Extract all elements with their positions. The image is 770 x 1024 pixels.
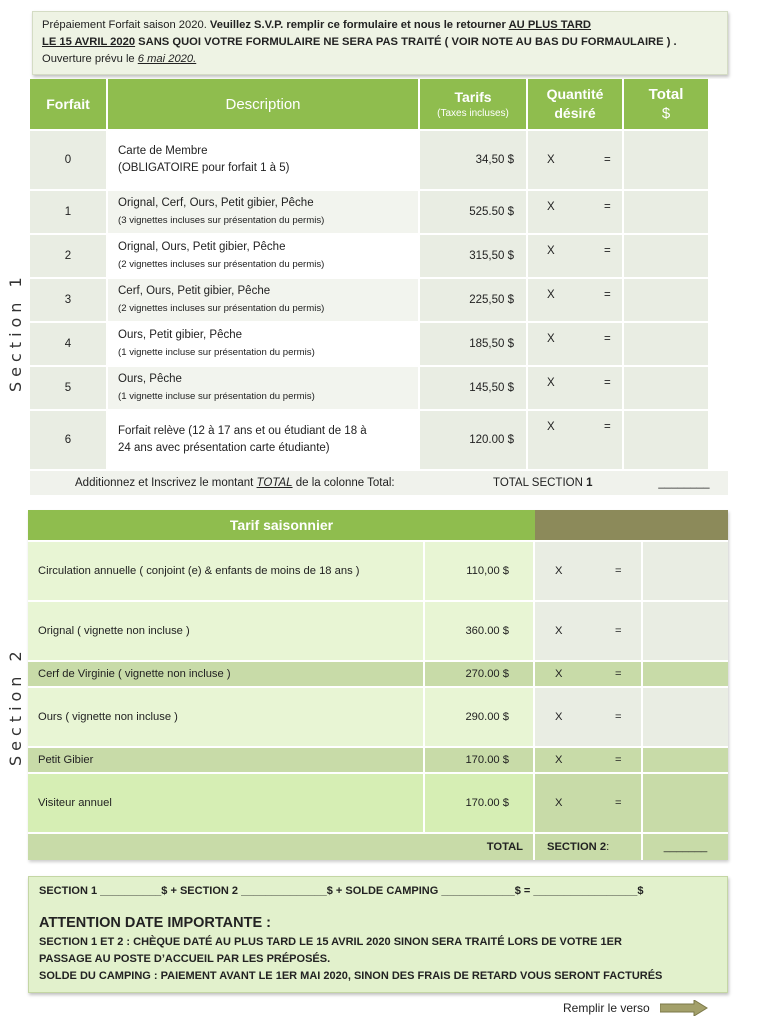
quantity-field[interactable]: X = bbox=[535, 542, 643, 600]
tarif-description: Cerf de Virginie ( vignette non incluse ) bbox=[28, 662, 425, 686]
section-2-label: Section 2 bbox=[6, 646, 25, 766]
attention-heading: ATTENTION DATE IMPORTANTE : bbox=[39, 915, 271, 931]
table-row bbox=[30, 321, 728, 365]
forfait-price: 525.50 $ bbox=[420, 191, 528, 233]
quantity-field[interactable]: X = bbox=[528, 131, 624, 189]
header-forfait: Forfait bbox=[30, 79, 108, 129]
header-deadline-date: LE 15 AVRIL 2020 bbox=[42, 36, 136, 48]
tarif-description: Ours ( vignette non incluse ) bbox=[28, 688, 425, 746]
total-field[interactable] bbox=[624, 367, 708, 409]
total-section-2-label: SECTION 2 : bbox=[535, 834, 643, 860]
header-instruction: Veuillez S.V.P. remplir ce formulaire et nous le retourner bbox=[209, 19, 509, 31]
header-tarifs: Tarifs (Taxes incluses) bbox=[420, 79, 528, 129]
table-row bbox=[28, 660, 728, 686]
forfait-number: 5 bbox=[30, 367, 108, 409]
quantity-field[interactable]: X = bbox=[528, 367, 624, 409]
forfait-number: 2 bbox=[30, 235, 108, 277]
tarif-price: 110,00 $ bbox=[425, 542, 535, 600]
tarif-price: 170.00 $ bbox=[425, 774, 535, 832]
section-2-title: Tarif saisonnier bbox=[28, 510, 535, 540]
total-section-1-field[interactable]: ________ bbox=[658, 477, 710, 489]
quantity-field[interactable]: X = bbox=[528, 279, 624, 321]
quantity-field[interactable]: X = bbox=[535, 774, 643, 832]
forfait-number: 4 bbox=[30, 323, 108, 365]
header-total: Total $ bbox=[624, 79, 708, 129]
tarif-description: Petit Gibier bbox=[28, 748, 425, 772]
header-notice bbox=[32, 11, 728, 75]
header-line-2 bbox=[42, 34, 718, 51]
section-1-table bbox=[30, 79, 728, 495]
quantity-field[interactable]: X = bbox=[535, 662, 643, 686]
tarif-description: Circulation annuelle ( conjoint (e) & enfants de moins de 18 ans ) bbox=[28, 542, 425, 600]
total-field[interactable] bbox=[643, 774, 728, 832]
total-field[interactable] bbox=[643, 602, 728, 660]
forfait-price: 34,50 $ bbox=[420, 131, 528, 189]
tarif-description: Visiteur annuel bbox=[28, 774, 425, 832]
forfait-price: 145,50 $ bbox=[420, 367, 528, 409]
table-row bbox=[28, 746, 728, 772]
table-row bbox=[28, 772, 728, 832]
total-label: TOTAL bbox=[28, 834, 535, 860]
forfait-number: 0 bbox=[30, 131, 108, 189]
quantity-field[interactable]: X = bbox=[528, 323, 624, 365]
total-field[interactable] bbox=[624, 191, 708, 233]
quantity-field[interactable]: X = bbox=[535, 748, 643, 772]
header-description: Description bbox=[108, 79, 420, 129]
forfait-description: Forfait relève (12 à 17 ans et ou étudiant de 18 à 24 ans avec présentation carte étudiante) bbox=[108, 411, 420, 469]
forfait-number: 1 bbox=[30, 191, 108, 233]
quantity-field[interactable]: X = bbox=[535, 688, 643, 746]
verso-label: Remplir le verso bbox=[563, 1001, 650, 1015]
total-field[interactable] bbox=[643, 748, 728, 772]
forfait-price: 120.00 $ bbox=[420, 411, 528, 469]
total-field[interactable] bbox=[624, 279, 708, 321]
payment-note-line-2: PASSAGE AU POSTE D’ACCUEIL PAR LES PRÉPOSÉS. bbox=[39, 953, 331, 965]
total-field[interactable] bbox=[624, 411, 708, 469]
total-field[interactable] bbox=[643, 688, 728, 746]
header-text: Prépaiement Forfait saison 2020. bbox=[42, 19, 210, 31]
forfait-description: Orignal, Cerf, Ours, Petit gibier, Pêche (3 vignettes incluses sur présentation du permis) bbox=[108, 191, 420, 233]
forfait-price: 315,50 $ bbox=[420, 235, 528, 277]
table-row bbox=[30, 277, 728, 321]
total-field[interactable] bbox=[643, 662, 728, 686]
section-1-summary-row bbox=[30, 469, 728, 495]
header-quantite: Quantité désiré bbox=[528, 79, 624, 129]
forfait-description: Orignal, Ours, Petit gibier, Pêche (2 vignettes incluses sur présentation du permis) bbox=[108, 235, 420, 277]
header-warning: SANS QUOI VOTRE FORMULAIRE NE SERA PAS TRAITÉ ( VOIR NOTE AU BAS DU FORMAULAIRE ) . bbox=[135, 36, 677, 48]
table-row bbox=[30, 365, 728, 409]
section-1-label: Section 1 bbox=[6, 272, 25, 392]
forfait-price: 185,50 $ bbox=[420, 323, 528, 365]
total-field[interactable] bbox=[624, 131, 708, 189]
section-1-header-row bbox=[30, 79, 728, 129]
section-2-header-blank bbox=[535, 510, 728, 540]
forfait-number: 3 bbox=[30, 279, 108, 321]
summary-instruction: Additionnez et Inscrivez le montant TOTAL de la colonne Total: bbox=[75, 477, 395, 489]
table-row bbox=[28, 540, 728, 600]
header-deadline: AU PLUS TARD bbox=[508, 19, 592, 31]
table-row bbox=[28, 600, 728, 660]
opening-text: Ouverture prévu le bbox=[42, 53, 138, 65]
tarif-price: 290.00 $ bbox=[425, 688, 535, 746]
forfait-description: Ours, Petit gibier, Pêche (1 vignette incluse sur présentation du permis) bbox=[108, 323, 420, 365]
section-2-header bbox=[28, 510, 728, 540]
quantity-field[interactable]: X = bbox=[528, 235, 624, 277]
forfait-price: 225,50 $ bbox=[420, 279, 528, 321]
table-row bbox=[28, 686, 728, 746]
total-field[interactable] bbox=[624, 323, 708, 365]
total-field[interactable] bbox=[624, 235, 708, 277]
payment-note-line-3: SOLDE DU CAMPING : PAIEMENT AVANT LE 1ER MAI 2020, SINON DES FRAIS DE RETARD VOUS SERONT FACTURÉS bbox=[39, 970, 663, 982]
tarif-price: 270.00 $ bbox=[425, 662, 535, 686]
tarif-price: 170.00 $ bbox=[425, 748, 535, 772]
quantity-field[interactable]: X = bbox=[528, 191, 624, 233]
right-arrow-icon bbox=[660, 1000, 708, 1016]
forfait-description: Cerf, Ours, Petit gibier, Pêche (2 vignettes incluses sur présentation du permis) bbox=[108, 279, 420, 321]
header-line-3 bbox=[42, 51, 718, 68]
payment-note-line-1: SECTION 1 ET 2 : CHÈQUE DATÉ AU PLUS TARD LE 15 AVRIL 2020 SINON SERA TRAITÉ LORS DE VOTRE 1ER bbox=[39, 936, 622, 948]
tarif-description: Orignal ( vignette non incluse ) bbox=[28, 602, 425, 660]
final-total-box bbox=[28, 876, 728, 993]
table-row bbox=[30, 233, 728, 277]
forfait-description: Carte de Membre (OBLIGATOIRE pour forfait 1 à 5) bbox=[108, 131, 420, 189]
total-section-2-field[interactable]: _______ bbox=[663, 841, 708, 853]
section-2-summary-row bbox=[28, 832, 728, 860]
quantity-field[interactable]: X = bbox=[535, 602, 643, 660]
tarif-price: 360.00 $ bbox=[425, 602, 535, 660]
header-line-1 bbox=[42, 17, 718, 34]
grand-total-formula[interactable]: SECTION 1 __________$ + SECTION 2 ______________$ + SOLDE CAMPING ____________$ = _________________$ bbox=[39, 885, 644, 897]
table-row bbox=[30, 189, 728, 233]
forfait-number: 6 bbox=[30, 411, 108, 469]
total-field[interactable] bbox=[643, 542, 728, 600]
opening-date: 6 mai 2020. bbox=[137, 53, 197, 65]
verso-link[interactable] bbox=[563, 1000, 708, 1016]
table-row bbox=[30, 129, 728, 189]
table-row bbox=[30, 409, 728, 469]
forfait-description: Ours, Pêche (1 vignette incluse sur présentation du permis) bbox=[108, 367, 420, 409]
total-section-1-label: TOTAL SECTION 1 bbox=[493, 477, 593, 489]
quantity-field[interactable]: X = bbox=[528, 411, 624, 469]
section-2-table bbox=[28, 510, 728, 860]
